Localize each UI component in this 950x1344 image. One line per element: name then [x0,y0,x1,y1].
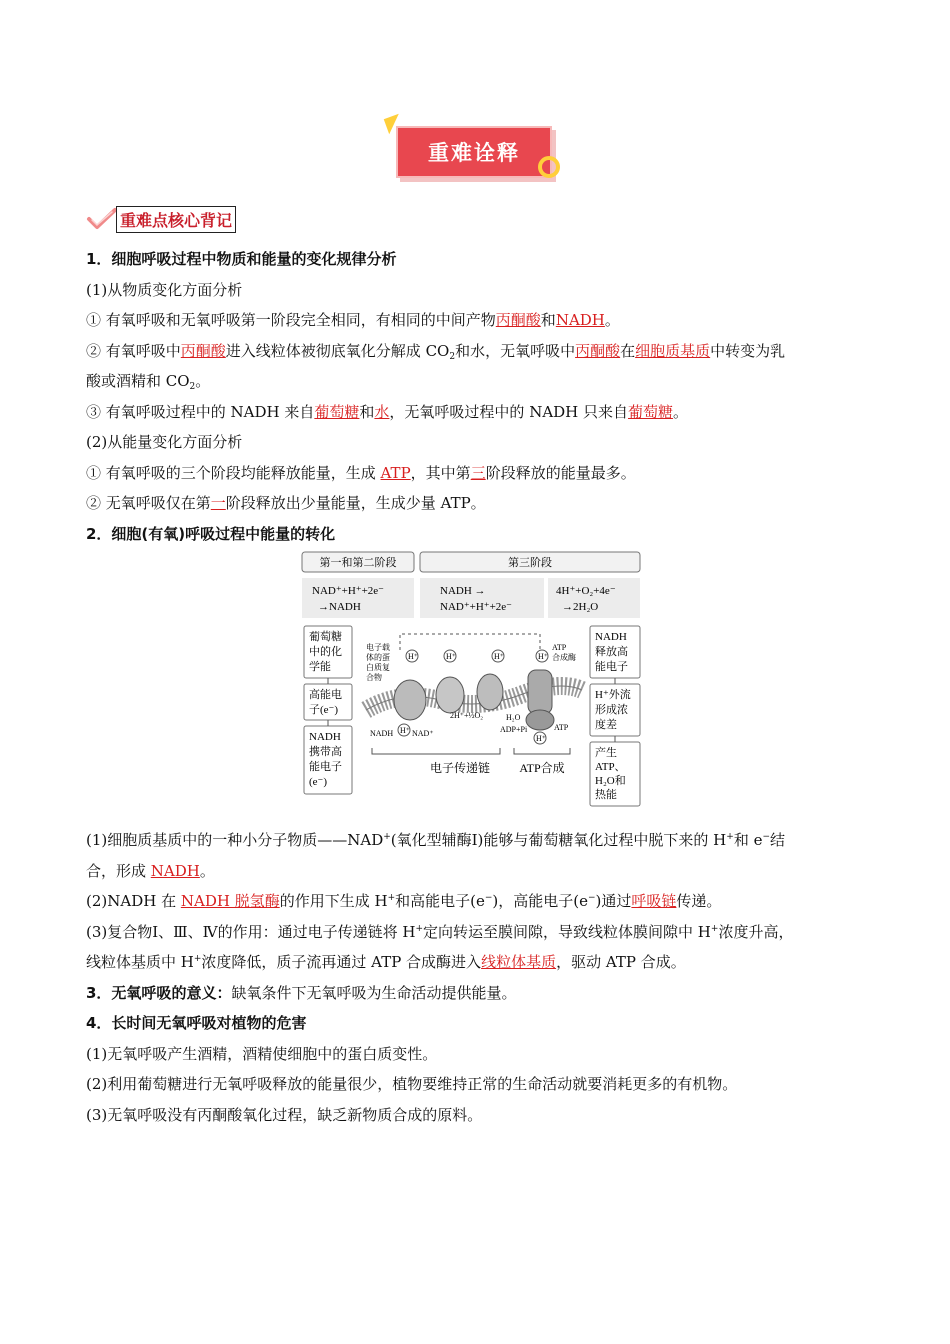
svg-text:H⁺: H⁺ [446,652,456,661]
right3-l2: ATP、 [595,761,626,773]
caption-chain: 电子传递链 [429,761,491,775]
section-title: 重难点核心背记 [116,206,236,233]
section-banner [392,118,560,180]
para-r3: (3)无氧呼吸没有丙酮酸氧化过程，缺乏新物质合成的原料。 [86,1105,483,1124]
lbl-adp: ADP+Pi [500,725,528,734]
left1-l2: 中的化 [309,646,342,658]
right3-l1: 产生 [595,747,617,759]
check-icon [86,207,118,231]
svg-text:H⁺: H⁺ [408,652,418,661]
caption-atp: ATP合成 [519,761,565,775]
answer-blank: 丙酮酸 [180,341,226,360]
ring-icon [538,156,560,178]
complex-3 [436,677,464,713]
left2-l2: 子(e⁻) [309,704,339,716]
lbl-nadh: NADH [370,729,394,738]
answer-blank: 三 [470,463,486,482]
eq1-line1: NAD⁺+H⁺+2e⁻ [312,585,384,597]
svg-text:H⁺: H⁺ [494,652,504,661]
answer-blank: 丙酮酸 [495,311,541,329]
svg-text:H⁺: H⁺ [536,734,546,743]
left1-l3: 学能 [309,661,331,673]
answer-blank: ATP [380,463,411,482]
left3-l1: NADH [309,731,341,743]
right2-l3: 度差 [595,719,617,731]
chain-bracket [372,748,500,754]
complex-4 [477,674,503,710]
left3-l3: 能电子 [309,761,342,773]
answer-blank: 呼吸链 [631,892,677,910]
para-2: (2)从能量变化方面分析 [86,433,243,451]
atp-note-l2: 合成酶 [552,653,576,662]
right2-l1: H⁺外流 [595,689,631,701]
respiration-diagram [300,550,644,810]
answer-blank: 细胞质基质 [635,341,711,360]
stage12-label: 第一和第二阶段 [319,557,397,569]
para-q1: (1)细胞质基质中的一种小分子物质——NAD+(氧化型辅酶Ⅰ)能够与葡萄糖氧化过程中脱下来的 H+和 e−结 [86,831,786,849]
heading-1: 1．细胞呼吸过程中物质和能量的变化规律分析 [86,250,397,268]
heading-4: 4．长时间无氧呼吸对植物的危害 [86,1014,307,1032]
eq2-line2: NAD⁺+H⁺+2e⁻ [440,601,512,613]
banner-title: 重难诠释 [428,141,520,165]
para-q3: (3)复合物Ⅰ、Ⅲ、Ⅳ的作用：通过电子传递链将 H+定向转运至膜间隙，导致线粒体膜间隙中 H+浓度升高， [86,922,794,941]
lbl-atp: ATP [554,723,569,732]
heading-2: 2．细胞(有氧)呼吸过程中能量的转化 [86,524,336,543]
proton-path [400,634,540,650]
para-1c: ③ 有氧呼吸过程中的 NADH 来自葡萄糖和水，无氧呼吸过程中的 NADH 只来自葡萄糖。 [86,402,689,421]
para-1b-cont: 酸或酒精和 $CO_2$。 [86,372,211,392]
note-l1: 电子载 [366,643,390,652]
heading-3: 3．无氧呼吸的意义：缺氧条件下无氧呼吸为生命活动提供能量。 [86,983,517,1002]
atp-bracket [514,748,570,754]
answer-blank: NADH [555,311,605,329]
answer-blank: 水 [374,402,390,421]
atp-synthase-head [526,710,554,730]
right3-l4: 热能 [595,789,617,801]
answer-blank: NADH 脱氢酶 [180,892,280,910]
lbl-o2: 2H⁺+½O₂ [450,711,484,720]
answer-blank: 丙酮酸 [575,341,621,360]
answer-blank: 葡萄糖 [314,402,360,421]
answer-blank: 葡萄糖 [628,402,674,421]
atp-synthase [528,670,552,714]
diagram-svg [300,550,644,810]
note-l4: 合物 [366,673,382,682]
answer-blank: 线粒体基质 [481,953,557,971]
para-1a: ① 有氧呼吸和无氧呼吸第一阶段完全相同，有相同的中间产物丙酮酸和NADH。 [86,311,620,329]
lbl-h2o: H₂O [506,713,521,722]
stage3-label: 第三阶段 [508,557,552,569]
note-l3: 白质复 [366,663,390,672]
left3-l4: (e⁻) [309,776,328,788]
right2-l2: 形成浓 [595,704,628,716]
lbl-nad: NAD⁺ [412,729,434,738]
para-1b: ② 有氧呼吸中丙酮酸进入线粒体被彻底氧化分解成 $CO_2$和水，无氧呼吸中丙酮酸在细胞质基质中转变为乳 [86,341,786,362]
para-2b: ② 无氧呼吸仅在第一阶段释放出少量能量，生成少量 ATP。 [86,494,486,512]
para-q1-cont: 合，形成 NADH。 [86,861,215,880]
section-heading [86,204,236,234]
banner-box [396,126,552,178]
complex-1 [394,680,426,720]
atp-note-l1: ATP [552,643,567,652]
para-q3-cont: 线粒体基质中 H+浓度降低，质子流再通过 ATP 合成酶进入线粒体基质，驱动 ATP 合成。 [86,953,686,971]
eq1-line2: →NADH [318,601,361,613]
note-l2: 体的蛋 [366,653,390,662]
svg-text:H⁺: H⁺ [538,652,548,661]
answer-blank: 一 [210,494,226,512]
eq2-line1: NADH → [440,585,486,597]
left3-l2: 携带高 [309,746,342,758]
left1-l1: 葡萄糖 [309,631,342,643]
para-q2: (2)NADH 在 NADH 脱氢酶的作用下生成 H+和高能电子(e−)，高能电子(e−)通过呼吸链传递。 [86,892,722,910]
left2-l1: 高能电 [309,689,342,701]
para-r2: (2)利用葡萄糖进行无氧呼吸释放的能量很少，植物要维持正常的生命活动就要消耗更多的有机物。 [86,1075,738,1093]
right1-l3: 能电子 [595,661,628,673]
right3-l3: H₂O和 [595,775,626,787]
eq3-line1: 4H⁺+O₂+4e⁻ [556,585,616,597]
right1-l1: NADH [595,631,627,643]
eq3-line2: →2H₂O [562,601,599,613]
svg-text:H⁺: H⁺ [400,726,410,735]
right1-l2: 释放高 [595,646,628,658]
para-2a: ① 有氧呼吸的三个阶段均能释放能量，生成 ATP，其中第三阶段释放的能量最多。 [86,463,636,482]
answer-blank: NADH [150,861,200,880]
para-r1: (1)无氧呼吸产生酒精，酒精使细胞中的蛋白质变性。 [86,1044,438,1063]
para-1: (1)从物质变化方面分析 [86,280,243,299]
